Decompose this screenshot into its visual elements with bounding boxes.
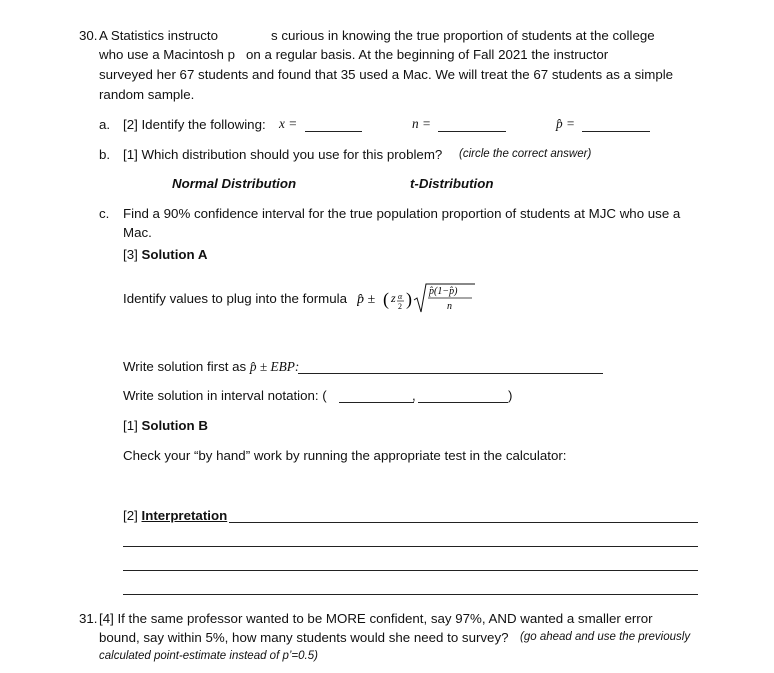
interval-upper-blank[interactable]	[418, 402, 508, 403]
option-t-distribution[interactable]: t-Distribution	[410, 176, 494, 191]
formula-alpha: α	[398, 292, 403, 301]
question-30-line2-start: who use a Macintosh p	[99, 47, 236, 62]
interpretation-line-2[interactable]	[123, 546, 698, 547]
part-c-line2: Mac.	[123, 225, 152, 240]
x-answer-blank[interactable]	[305, 131, 362, 132]
question-30-line2-end: on a regular basis. At the beginning of Fall 2021 the instructor	[246, 47, 609, 62]
formula-z: z	[391, 291, 396, 305]
n-label: n =	[412, 116, 431, 131]
question-31-line1: [4] If the same professor wanted to be MORE confident, say 97%, AND wanted a smaller error	[99, 611, 653, 626]
part-b-hint: (circle the correct answer)	[459, 148, 592, 160]
question-31-line2: bound, say within 5%, how many students would she need to survey?	[99, 630, 509, 645]
phat-label: p̂ =	[556, 116, 575, 131]
write-interval-text: Write solution in interval notation: (	[123, 388, 327, 403]
interpretation-line-4[interactable]	[123, 594, 698, 595]
interval-comma: ,	[412, 388, 416, 403]
solution-b-heading	[123, 418, 208, 433]
part-c-line1: Find a 90% confidence interval for the true population proportion of students at MJC who use a	[123, 206, 681, 221]
question-31-hint1: (go ahead and use the previously	[520, 631, 691, 643]
solution-a-heading	[123, 247, 207, 262]
solution-a-label: Solution A	[141, 247, 208, 262]
formula-right-paren: )	[406, 289, 412, 309]
part-c-letter: c.	[99, 206, 110, 221]
question-31-number: 31.	[79, 611, 98, 626]
part-b-letter: b.	[99, 147, 111, 162]
x-label: x =	[279, 116, 298, 131]
ebp-answer-blank[interactable]	[298, 373, 603, 374]
part-a-text: [2] Identify the following:	[123, 117, 266, 132]
question-30-line1-start: A Statistics instructo	[99, 28, 218, 43]
write-solution-first-math: p̂ ± EBP:	[249, 359, 300, 374]
interpretation-label: Interpretation	[141, 508, 228, 523]
check-by-hand-text: Check your “by hand” work by running the appropriate test in the calculator:	[123, 448, 567, 463]
part-b-text: [1] Which distribution should you use for this problem?	[123, 147, 443, 162]
interpretation-points: [2]	[123, 508, 138, 523]
question-31-hint2: calculated point-estimate instead of p’=0.5)	[99, 650, 318, 662]
write-solution-first-line	[123, 359, 299, 375]
option-normal-distribution[interactable]: Normal Distribution	[172, 176, 297, 191]
question-30-line3: surveyed her 67 students and found that 35 used a Mac. We will treat the 67 students as a simple	[99, 67, 674, 82]
question-30-number: 30.	[79, 28, 98, 43]
write-solution-first-text: Write solution first as	[123, 359, 247, 374]
solution-a-points: [3]	[123, 247, 138, 262]
solution-b-label: Solution B	[141, 418, 208, 433]
question-30-line1-end: s curious in knowing the true proportion of students at the college	[271, 28, 655, 43]
formula-left-paren: (	[383, 289, 389, 309]
interpretation-line-1[interactable]	[229, 522, 698, 523]
formula-numerator: p̂(1−p̂)	[429, 286, 458, 297]
confidence-interval-formula	[357, 278, 477, 318]
interval-close-paren: )	[508, 388, 513, 403]
interpretation-heading	[123, 508, 227, 523]
interval-lower-blank[interactable]	[339, 402, 414, 403]
solution-b-points: [1]	[123, 418, 138, 433]
n-answer-blank[interactable]	[438, 131, 506, 132]
formula-denominator: n	[447, 301, 452, 312]
formula-two: 2	[398, 302, 402, 311]
phat-answer-blank[interactable]	[582, 131, 650, 132]
part-a-letter: a.	[99, 117, 111, 132]
question-30-line4: random sample.	[99, 87, 195, 102]
formula-phat: p̂ ±	[357, 292, 376, 307]
interpretation-line-3[interactable]	[123, 570, 698, 571]
formula-intro-text: Identify values to plug into the formula	[123, 291, 347, 306]
